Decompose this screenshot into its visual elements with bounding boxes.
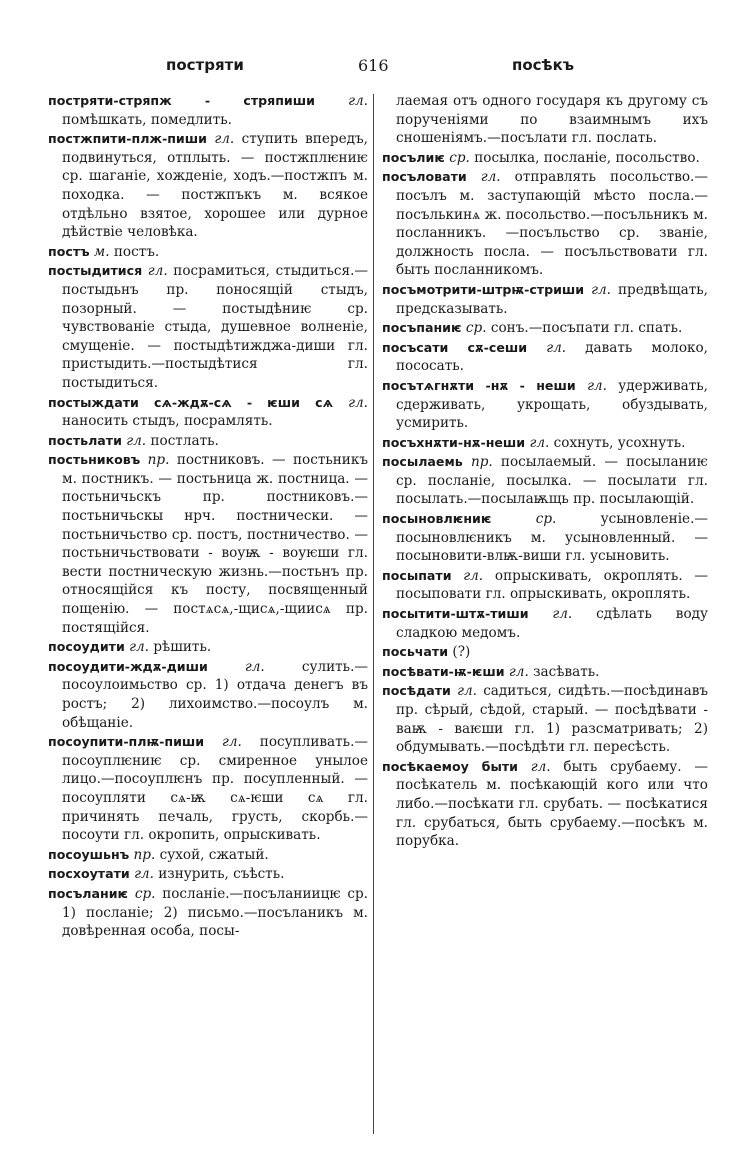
dictionary-entry <box>382 281 708 318</box>
entry-headword: посъмотрити-штрѭ-стриши <box>382 281 585 297</box>
dictionary-entry <box>382 453 708 509</box>
entry-definition: постъ. <box>113 243 160 260</box>
right-column <box>382 92 708 852</box>
entry-grammar-label: пр. <box>470 454 493 471</box>
entry-headword: посоудити-ждѫ-диши <box>48 658 208 674</box>
entry-definition: посупливать.—посоуплѥниѥ ср. смиренное унылое лицо.—посоуплѥнъ пр. посупленный. — посоупляти сѧ-ѭ сѧ-ѥши сѧ гл. причинять печаль, грусть, скорбь.—посоути гл. окропить, опрыскивать. <box>62 734 369 844</box>
entry-headword: посоудити <box>48 639 125 655</box>
entry-definition: давать молоко, пососать. <box>396 339 709 375</box>
page-number: 616 <box>358 56 389 75</box>
entry-headword: посѣвати-ѭ-ѥши <box>382 663 505 679</box>
entry-headword: постьлати <box>48 432 122 448</box>
entry-grammar-label: гл. <box>457 683 477 700</box>
entry-headword: постыждати сѧ-ждѫ-сѧ - ѥши сѧ <box>48 394 334 410</box>
entry-grammar-label: гл. <box>587 377 607 394</box>
entry-headword: постряти-стряпж - стряпиши <box>48 93 315 108</box>
dictionary-entry <box>382 663 708 682</box>
entry-grammar-label: гл. <box>222 734 242 751</box>
entry-definition: посланіе.—посъланиицѥ ср. 1) посланіе; 2) письмо.—посъланикъ м. довѣренная особа, посы- <box>62 885 369 940</box>
dictionary-entry <box>48 243 368 262</box>
entry-grammar-label: гл. <box>530 758 551 775</box>
entry-grammar-label: ср. <box>465 320 487 337</box>
entry-grammar-label: гл. <box>529 434 550 451</box>
entry-definition: быть срубаему. — посѣкатель м. посѣкающій кого или что либо.—посѣкати гл. срубать. — посѣкатися гл. срубаться, быть срубаему.—посѣкъ м. порубка. <box>396 758 708 850</box>
entry-grammar-label: гл. <box>244 658 265 675</box>
entry-definition: постлать. <box>150 432 219 449</box>
entry-grammar-label: гл. <box>463 567 484 584</box>
entry-grammar-label: ср. <box>134 885 156 902</box>
entry-definition: ступить впередъ, подвинуться, отплыть. — постжплѥниѥ ср. шаганіе, хожденіе, ходъ.—постжпъ м. походка. — постжпъкъ м. всякое отдѣльно взятое, хорошее или дурное дѣйствіе человѣка. <box>62 131 368 241</box>
dictionary-entry <box>48 865 368 884</box>
entry-grammar-label: гл. <box>126 432 147 449</box>
entry-headword: постыдитися <box>48 263 143 279</box>
entry-headword: посъланиѥ <box>48 885 129 901</box>
entry-definition: сухой, сжатый. <box>159 846 269 863</box>
left-column <box>48 92 368 942</box>
entry-definition: усыновленіе.—посыновлѥникъ м. усыновленный. — посыновити-влѭ-виши гл. усыновить. <box>396 511 709 565</box>
entry-grammar-label: гл. <box>591 281 611 298</box>
entry-definition: помѣшкать, помедлить. <box>62 111 232 128</box>
entry-definition: сулить.—посоулоимьство ср. 1) отдача денегъ въ ростъ; 2) лихоимство.—посоулъ м. обѣщаніе. <box>62 658 369 731</box>
entry-grammar-label: пр. <box>133 846 156 863</box>
page-header <box>48 56 708 80</box>
entry-headword: посылаемь <box>382 454 463 470</box>
entry-headword: постжпити-плж-пиши <box>48 131 207 147</box>
entry-definition: сонъ.—посъпати гл. спать. <box>490 320 683 337</box>
dictionary-entry <box>48 92 368 129</box>
entry-grammar-label: ср. <box>449 149 470 166</box>
entry-headword: постьниковъ <box>48 452 141 468</box>
column-divider <box>373 94 374 1134</box>
entry-headword: посыпати <box>382 567 452 583</box>
entry-grammar-label: гл. <box>508 663 529 680</box>
dictionary-entry <box>382 339 708 376</box>
dictionary-entry <box>48 432 368 451</box>
entry-definition: (?) <box>452 644 471 661</box>
dictionary-entry <box>48 846 368 865</box>
entry-definition: посрамиться, стыдиться.—постыдьнъ пр. поносящій стыдъ, позорный. — постыдѣниѥ ср. чувствованіе стыда, душевное волненіе, смущеніе. — постыдѣтижджа-диши гл. пристыдить.—постыдѣтися гл. постыдиться. <box>62 263 369 391</box>
entry-definition: изнурить, съѣсть. <box>158 866 285 883</box>
dictionary-entry <box>48 394 368 431</box>
entry-grammar-label: гл. <box>348 394 368 411</box>
entry-definition: посылаемый. — посыланиѥ ср. посланіе, посылка. — посылати гл. посылать.—посылаѭщь пр. посылающій. <box>396 454 709 508</box>
dictionary-entry <box>382 434 708 453</box>
entry-headword: посѣдати <box>382 683 451 699</box>
entry-definition: наносить стыдъ, посрамлять. <box>62 413 273 430</box>
entry-grammar-label: гл. <box>552 606 573 623</box>
entry-definition: отправлять посольство.—посълъ м. заступающій мѣсто посла.—посълькинѧ ж. посольство.—посъльникъ м. посланникъ. —посъльство ср. званіе, должность посла. — посъльствовати гл. быть посланникомъ. <box>396 169 708 279</box>
dictionary-entry <box>382 377 708 433</box>
entry-grammar-label: ср. <box>535 511 557 528</box>
entry-headword: постъ <box>48 243 90 259</box>
dictionary-entry <box>48 451 368 637</box>
dictionary-entry <box>382 92 708 148</box>
entry-grammar-label: гл. <box>129 639 149 656</box>
entry-definition: лаемая отъ одного государя къ другому съ порученіями по взаимнымъ ихъ сношеніямъ.—посълати гл. послать. <box>396 93 708 147</box>
dictionary-entry <box>48 733 368 845</box>
entry-definition: предвѣщать, предсказывать. <box>396 281 708 317</box>
entry-definition: опрыскивать, окроплять. — посыповати гл. опрыскивать, окроплять. <box>396 567 708 603</box>
entry-headword: посъловати <box>382 169 467 185</box>
entry-definition: посылка, посланіе, посольство. <box>474 149 700 166</box>
entry-headword: посъпаниѥ <box>382 320 462 336</box>
entry-definition: удерживать, сдерживать, укрощать, обуздывать, усмирить. <box>396 377 708 432</box>
entry-headword: посъсати сѫ-сеши <box>382 339 528 355</box>
dictionary-entry <box>48 262 368 392</box>
entry-definition: рѣшить. <box>153 639 212 656</box>
entry-definition: сохнуть, усохнуть. <box>553 434 686 451</box>
entry-headword: посытити-штѫ-тиши <box>382 606 529 622</box>
dictionary-entry <box>48 885 368 941</box>
dictionary-entry <box>382 510 708 566</box>
dictionary-entry <box>382 605 708 642</box>
entry-headword: посъхнѫти-нѫ-неши <box>382 434 526 450</box>
dictionary-entry <box>382 168 708 280</box>
entry-grammar-label: гл. <box>134 866 154 883</box>
header-left-catchword: постряти <box>166 56 244 74</box>
entry-headword: посыновлѥниѥ <box>382 511 492 527</box>
entry-headword: посоупити-плѭ-пиши <box>48 734 205 750</box>
dictionary-entry <box>48 130 368 242</box>
entry-headword: посоушьнъ <box>48 846 130 862</box>
entry-headword: посѣкаемоу быти <box>382 758 518 774</box>
entry-definition: засѣвать. <box>533 663 600 680</box>
dictionary-entry <box>48 638 368 657</box>
entry-definition: сдѣлать воду сладкою медомъ. <box>396 606 708 641</box>
dictionary-entry <box>48 658 368 732</box>
dictionary-entry <box>382 567 708 604</box>
entry-grammar-label: гл. <box>147 263 168 280</box>
dictionary-entry <box>382 319 708 338</box>
entry-headword: посьчати <box>382 644 449 660</box>
dictionary-entry <box>382 682 708 756</box>
entry-grammar-label: гл. <box>480 169 501 186</box>
entry-grammar-label: гл. <box>546 339 567 356</box>
entry-grammar-label: гл. <box>348 93 368 109</box>
entry-grammar-label: м. <box>93 243 110 260</box>
entry-grammar-label: гл. <box>214 131 235 148</box>
entry-headword: посхоутати <box>48 866 130 882</box>
entry-headword: посълиѥ <box>382 149 445 165</box>
entry-headword: посътѧгнѫти -нѫ - неши <box>382 377 576 393</box>
entry-grammar-label: пр. <box>147 452 170 469</box>
dictionary-entry <box>382 149 708 168</box>
entry-definition: садиться, сидѣть.—посѣдинавъ пр. сѣрый, сѣдой, старый. — посѣдѣвати - ваѭ - ваѥши гл. 1) разсматривать; 2) обдумывать.—посѣдѣти гл. пересѣсть. <box>396 683 709 756</box>
dictionary-entry <box>382 643 708 662</box>
header-right-catchword: посѣкъ <box>512 56 575 74</box>
dictionary-entry <box>382 758 708 851</box>
entry-definition: постниковъ. — постьникъ м. постникъ. — постьница ж. постница. — постьничьскъ пр. постниковъ.— постьничьскы нрч. постнически. — постьничьство ср. постъ, постничество. — постьничьствовати - воуѭ - воуѥши гл. вести постническую жизнь.—постьнъ пр. относящійся къ посту, посвященный пощенію. — постѧсѧ,-щисѧ,-щиисѧ пр. постящійся. <box>62 452 369 636</box>
